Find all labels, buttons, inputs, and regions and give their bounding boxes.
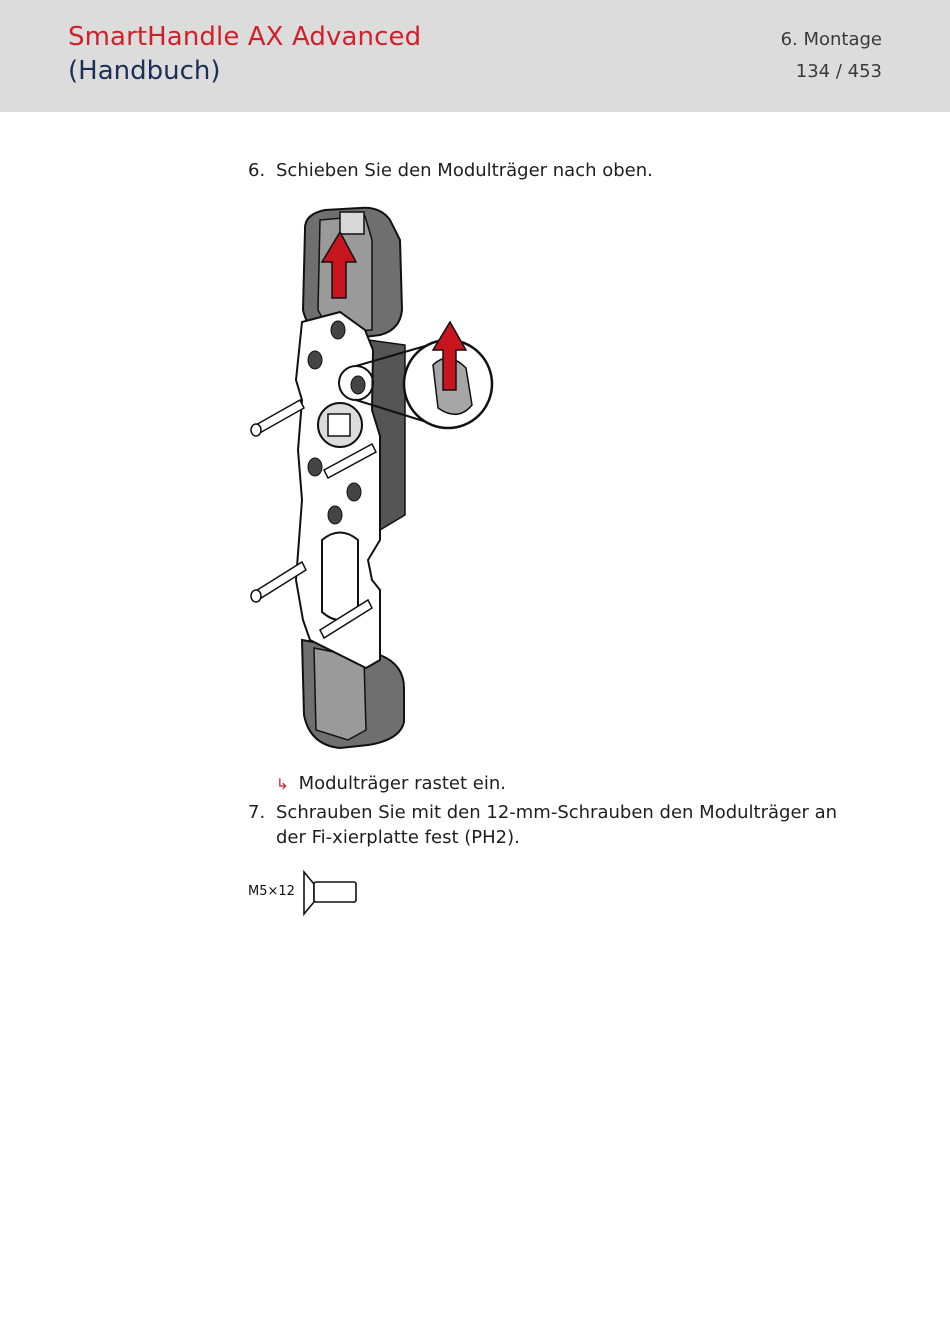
step-result	[276, 771, 506, 797]
countersunk-screw-icon	[300, 870, 360, 916]
chapter-label: 6. Montage	[780, 29, 882, 50]
page-header	[0, 0, 950, 112]
screw-size-label: M5×12	[248, 884, 295, 899]
step-text: Schieben Sie den Modulträger nach oben.	[276, 160, 653, 181]
result-text: Modulträger rastet ein.	[298, 773, 506, 794]
page-number: 134 / 453	[795, 61, 882, 82]
result-arrow-icon: ↳	[276, 775, 289, 793]
instruction-step-6	[248, 158, 868, 183]
step-text: Schrauben Sie mit den 12-mm-Schrauben den Modulträger an der Fi-xierplatte fest (PH2).	[276, 802, 838, 848]
document-title: SmartHandle AX Advanced	[68, 22, 422, 52]
document-subtitle: (Handbuch)	[68, 56, 221, 86]
step-number: 6.	[248, 160, 266, 181]
step-number: 7.	[248, 802, 266, 823]
module-carrier-illustration	[240, 200, 510, 755]
instruction-step-7	[248, 800, 868, 850]
